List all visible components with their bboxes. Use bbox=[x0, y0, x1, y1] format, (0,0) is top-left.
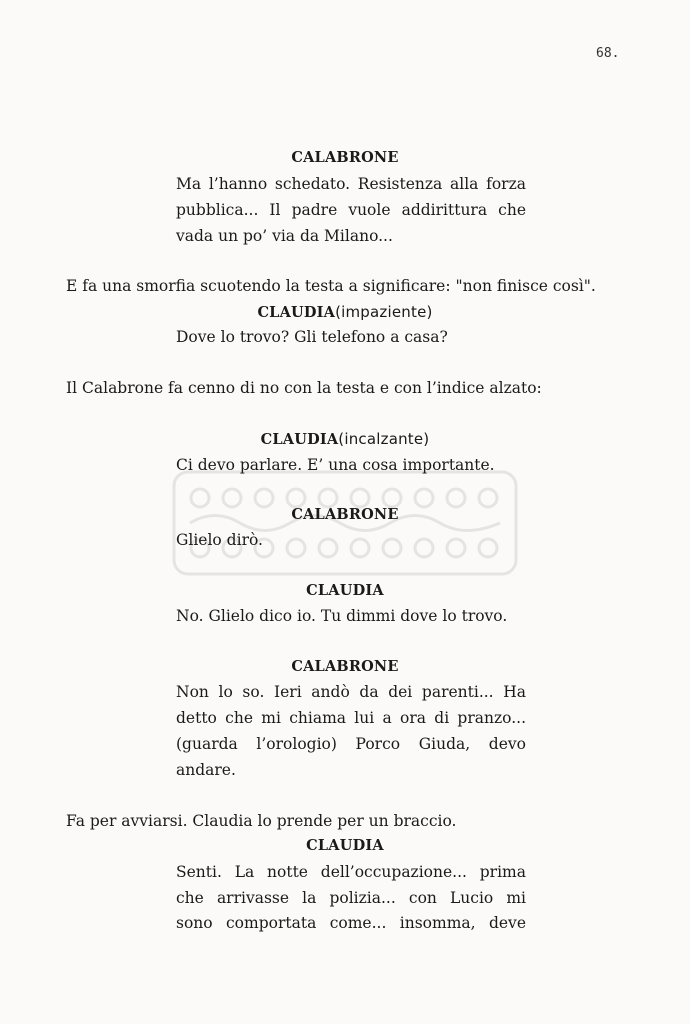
speaker-name: CALABRONE bbox=[291, 506, 399, 523]
dialogue-line: vada un po’ via da Milano... bbox=[176, 227, 393, 245]
speaker-calabrone bbox=[0, 657, 690, 677]
speaker-calabrone bbox=[0, 148, 690, 168]
speaker-claudia bbox=[0, 836, 690, 856]
action-line: E fa una smorfia scuotendo la testa a significare: "non finisce così". bbox=[66, 277, 596, 295]
dialogue-line: No. Glielo dico io. Tu dimmi dove lo trovo. bbox=[176, 607, 508, 625]
dialogue-line: Ci devo parlare. E’ una cosa importante. bbox=[176, 456, 495, 474]
dialogue-line: sono comportata come... insomma, deve bbox=[176, 914, 526, 932]
speaker-name: CLAUDIA bbox=[306, 837, 384, 854]
speaker-calabrone bbox=[0, 505, 690, 525]
action-line: Il Calabrone fa cenno di no con la testa e con l’indice alzato: bbox=[66, 379, 542, 397]
dialogue-line: Dove lo trovo? Gli telefono a casa? bbox=[176, 328, 448, 346]
dialogue-line: pubblica... Il padre vuole addirittura che bbox=[176, 201, 526, 219]
speaker-name: CALABRONE bbox=[291, 149, 399, 166]
speaker-name: CALABRONE bbox=[291, 658, 399, 675]
dialogue-line: (guarda l’orologio) Porco Giuda, devo bbox=[176, 735, 526, 753]
dialogue-line: detto che mi chiama lui a ora di pranzo... bbox=[176, 709, 526, 727]
speaker-name: CLAUDIA bbox=[306, 582, 384, 599]
speaker-name: CLAUDIA bbox=[260, 431, 339, 448]
dialogue-line: Ma l’hanno schedato. Resistenza alla forza bbox=[176, 175, 526, 193]
speaker-claudia bbox=[0, 302, 690, 323]
dialogue-line: Non lo so. Ieri andò da dei parenti... Ha bbox=[176, 683, 526, 701]
dialogue-line: che arrivasse la polizia... con Lucio mi bbox=[176, 889, 526, 907]
speaker-name: CLAUDIA bbox=[257, 304, 336, 321]
page-number: 68. bbox=[596, 46, 620, 61]
parenthetical: (incalzante) bbox=[338, 430, 430, 448]
dialogue-line: Senti. La notte dell’occupazione... prima bbox=[176, 863, 526, 881]
speaker-claudia bbox=[0, 581, 690, 601]
parenthetical: (impaziente) bbox=[335, 303, 433, 321]
dialogue-line: Glielo dirò. bbox=[176, 531, 263, 549]
speaker-claudia bbox=[0, 429, 690, 450]
action-line: Fa per avviarsi. Claudia lo prende per un braccio. bbox=[66, 812, 457, 830]
dialogue-line: andare. bbox=[176, 761, 236, 779]
